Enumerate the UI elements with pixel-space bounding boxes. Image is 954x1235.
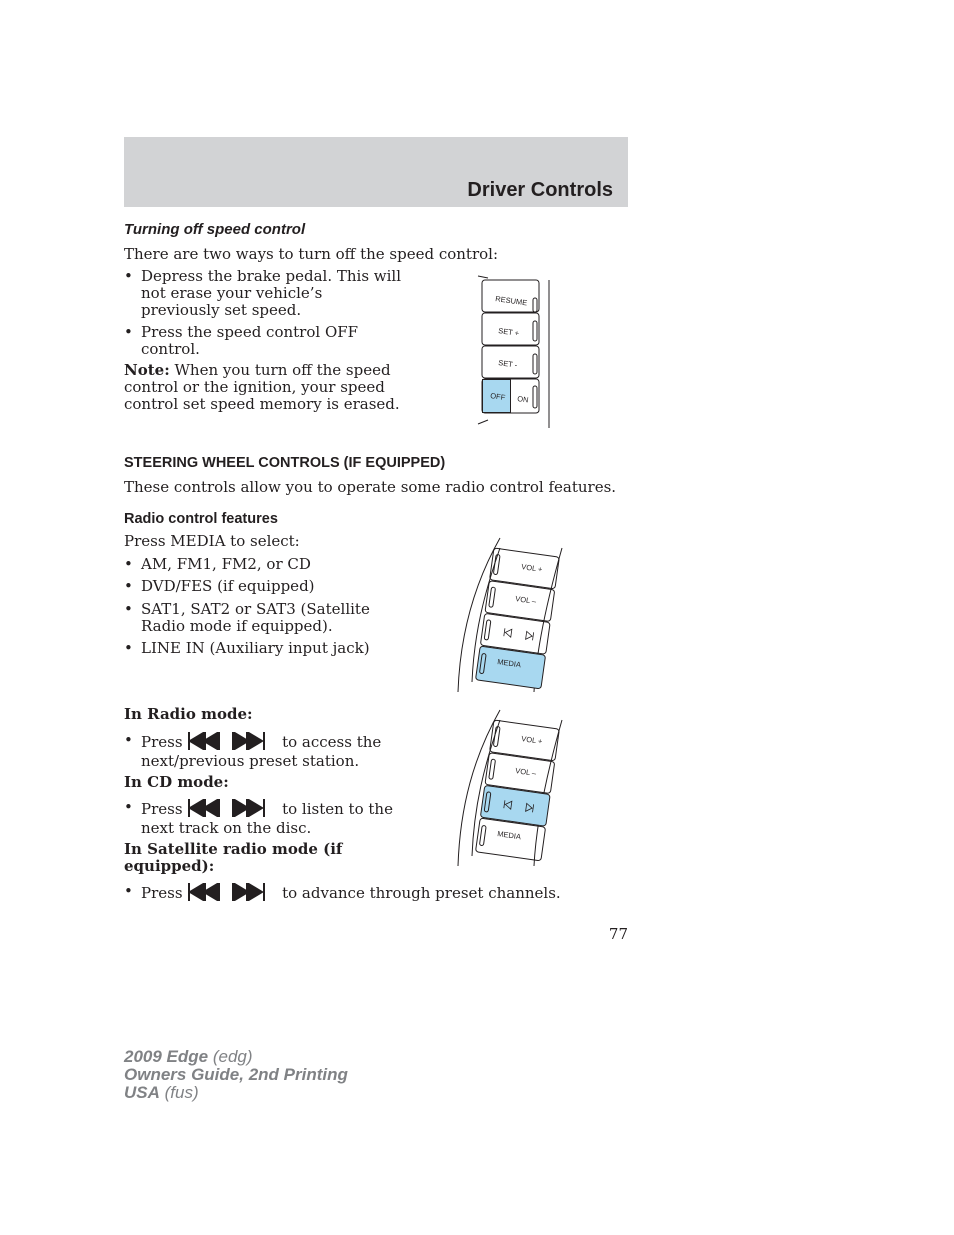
page-number: 77 [608, 925, 628, 943]
heading-steering-wheel-controls: STEERING WHEEL CONTROLS (IF EQUIPPED) [124, 455, 446, 471]
seek-buttons-icon [187, 732, 277, 750]
vol-plus-label: VOL + [520, 562, 543, 574]
cd-mode-label: In CD mode: [124, 773, 229, 791]
seek-buttons-icon [187, 799, 277, 817]
steering-controls-intro: These controls allow you to operate some radio control features. [124, 478, 617, 496]
set-plus-label: SET + [497, 326, 520, 338]
seek-buttons-icon [187, 883, 277, 901]
satellite-mode-label: In Satellite radio mode (if equipped): [124, 840, 343, 875]
section-title: Driver Controls [467, 179, 613, 201]
note-label: Note: [124, 361, 170, 379]
vol-minus-label: VOL – [514, 766, 537, 778]
media-label: MEDIA [496, 829, 522, 842]
on-label: ON [516, 394, 530, 405]
steering-wheel-seek-illustration [454, 706, 570, 868]
resume-label: RESUME [494, 294, 528, 308]
intro-text: There are two ways to turn off the speed control: [124, 245, 499, 263]
radio-mode-label: In Radio mode: [124, 705, 253, 723]
note-paragraph: Note: When you turn off the speed control or the ignition, your speed control set speed memory is erased. [124, 361, 400, 413]
vol-minus-label: VOL – [514, 594, 537, 606]
document-footer: 2009 Edge (edg) Owners Guide, 2nd Printing USA (fus) [124, 1047, 348, 1102]
off-label: OFF [489, 391, 506, 403]
steering-wheel-media-illustration [454, 534, 570, 694]
set-minus-label: SET - [497, 358, 518, 370]
media-intro: Press MEDIA to select: [124, 532, 300, 550]
media-label: MEDIA [496, 657, 522, 670]
speed-control-buttons-illustration [474, 272, 554, 430]
heading-radio-control-features: Radio control features [124, 511, 278, 527]
heading-turning-off-speed-control: Turning off speed control [124, 221, 306, 238]
section-header-bar [124, 137, 628, 207]
vol-plus-label: VOL + [520, 734, 543, 746]
